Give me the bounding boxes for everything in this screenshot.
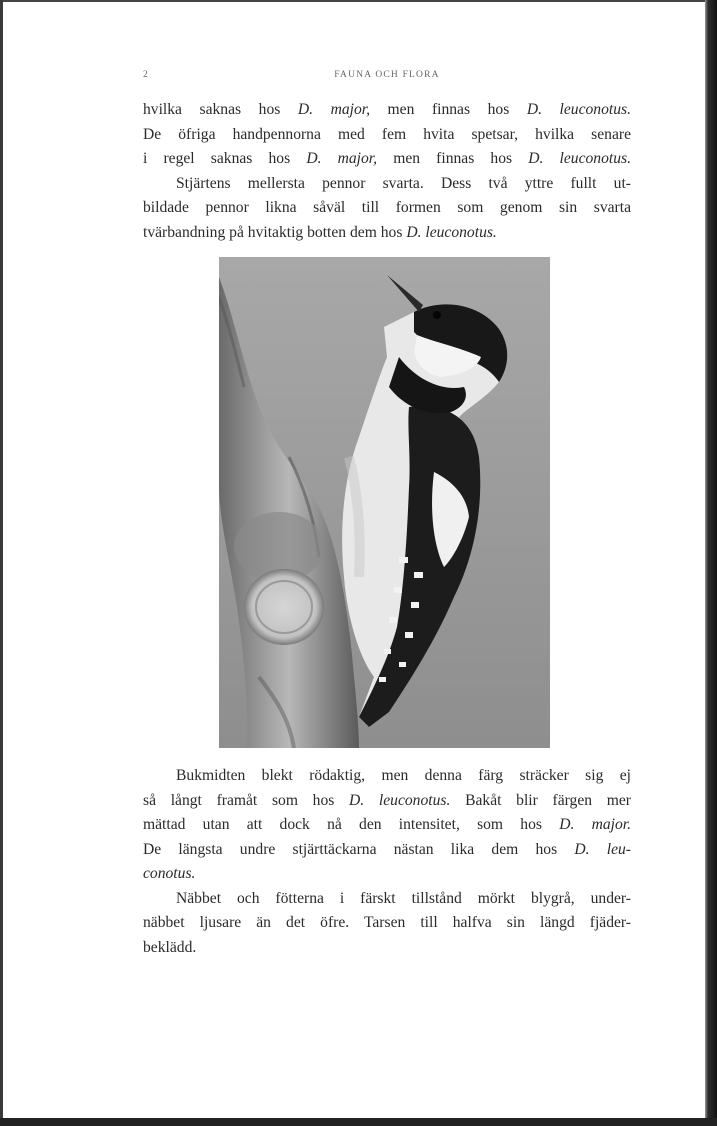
text-line — [143, 838, 631, 863]
scan-edge-right — [705, 0, 717, 1126]
page-number: 2 — [143, 70, 149, 80]
text-line — [143, 221, 631, 246]
scan-edge-left — [0, 0, 3, 1126]
text-run: mättad utan att dock nå den intensitet, som hos — [143, 816, 560, 833]
woodpecker-illustration — [219, 257, 550, 748]
species-name: D. major, — [297, 101, 370, 118]
text-run: så långt framåt som hos — [143, 791, 350, 809]
running-title: FAUNA OCH FLORA — [334, 70, 440, 80]
text-line: De öfriga handpennorna med fem hvita spetsar, hvilka senare — [143, 125, 631, 143]
species-name: D. leuconotus. — [528, 150, 631, 167]
scan-edge-bottom — [0, 1118, 717, 1126]
text-line: näbbet ljusare än det öfre. Tarsen till halfva sin längd fjäder- — [143, 914, 631, 931]
species-name: D. leuconotus. — [349, 791, 451, 809]
text-run: men finnas hos — [377, 150, 529, 167]
text-line — [143, 147, 631, 172]
text-run: hvilka saknas hos — [143, 101, 298, 118]
top-paragraph — [143, 98, 631, 245]
text-line: Näbbet och fötterna i färskt tillstånd mörkt blygrå, under- — [176, 889, 631, 907]
text-line — [143, 862, 631, 887]
text-line — [143, 98, 631, 123]
species-name: D. leuconotus. — [526, 101, 631, 118]
species-name: D. leuconotus. — [406, 223, 497, 241]
text-run: tvärbandning på hvitaktig botten dem hos — [143, 223, 407, 241]
text-run: De längsta undre stjärttäckarna nästan lika dem hos — [143, 840, 575, 858]
woodpecker-photograph — [219, 257, 550, 748]
text-run: i regel saknas hos — [143, 150, 307, 167]
species-name: D. leu- — [574, 840, 631, 858]
running-head — [143, 70, 631, 84]
species-name: D. major, — [306, 150, 378, 167]
text-line: Bukmidten blekt rödaktig, men denna färg sträcker sig ej — [176, 767, 631, 784]
text-line: bildade pennor likna såväl till formen som genom sin svarta — [143, 199, 631, 216]
eye — [433, 311, 441, 319]
species-name: conotus. — [143, 865, 196, 882]
text-run: Bakåt blir färgen mer — [450, 791, 631, 809]
species-name: D. major. — [559, 816, 631, 833]
text-line: Stjärtens mellersta pennor svarta. Dess två yttre fullt ut- — [176, 174, 631, 192]
text-line: beklädd. — [143, 938, 197, 956]
text-line — [143, 789, 631, 814]
bottom-paragraph — [143, 764, 631, 960]
text-run: men finnas hos — [370, 101, 527, 118]
text-line — [143, 813, 631, 838]
scan-edge-top — [0, 0, 717, 2]
